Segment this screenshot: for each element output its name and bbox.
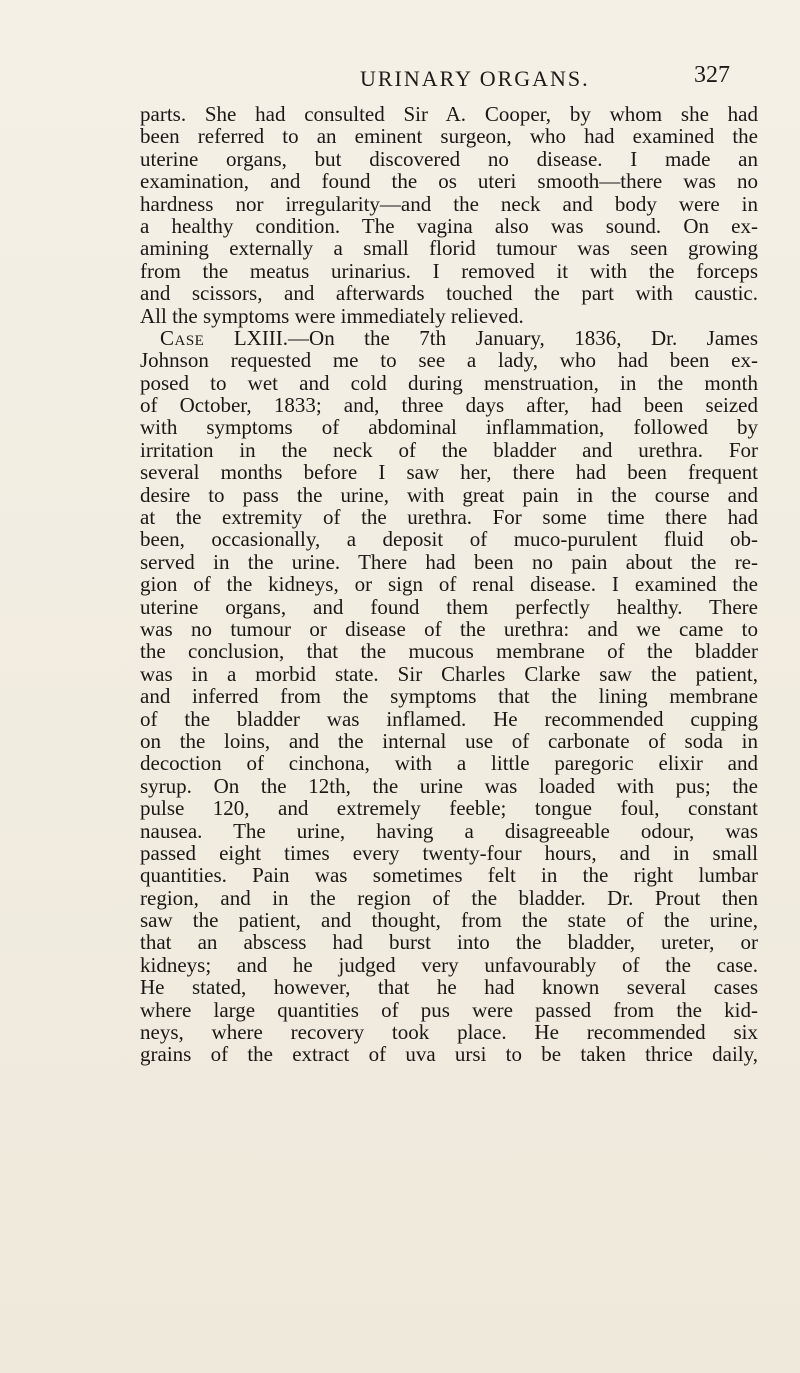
text-line: of the bladder was inflamed. He recommended cupping: [140, 706, 758, 731]
text-line: He stated, however, that he had known several cases: [140, 975, 758, 1000]
text-line: All the symptoms were immediately relieved.: [140, 303, 524, 328]
text-line: hardness nor irregularity—and the neck and body were in: [140, 191, 758, 216]
text-line: nausea. The urine, having a disagreeable odour, was: [140, 818, 758, 843]
text-line: syrup. On the 12th, the urine was loaded with pus; the: [140, 773, 758, 798]
text-line: a healthy condition. The vagina also was sound. On ex-: [140, 213, 758, 238]
text-line: desire to pass the urine, with great pain in the course and: [140, 482, 758, 507]
text-line: uterine organs, but discovered no disease. I made an: [140, 146, 758, 171]
text-line: decoction of cinchona, with a little paregoric elixir and: [140, 751, 758, 776]
text-line: parts. She had consulted Sir A. Cooper, by whom she had: [140, 102, 758, 126]
text-line: on the loins, and the internal use of carbonate of soda in: [140, 728, 758, 753]
text-line: several months before I saw her, there had been frequent: [140, 460, 758, 485]
text-line: was no tumour or disease of the urethra: and we came to: [140, 616, 758, 641]
running-head: [140, 62, 760, 102]
text-line: gion of the kidneys, or sign of renal disease. I examined the: [140, 572, 758, 597]
text-line: quantities. Pain was sometimes felt in the right lumbar: [140, 863, 758, 888]
text-line: uterine organs, and found them perfectly healthy. There: [140, 594, 758, 619]
text-line: kidneys; and he judged very unfavourably of the case.: [140, 952, 758, 977]
text-line: with symptoms of abdominal inflammation, followed by: [140, 415, 758, 440]
text-line: of October, 1833; and, three days after, had been seized: [140, 393, 758, 418]
text-line: posed to wet and cold during menstruation, in the month: [140, 370, 758, 395]
text-line: been, occasionally, a deposit of muco-purulent fluid ob-: [140, 527, 758, 552]
text-line: amining externally a small florid tumour was seen growing: [140, 236, 758, 261]
text-line: Johnson requested me to see a lady, who had been ex-: [140, 348, 758, 373]
text-line: neys, where recovery took place. He recommended six: [140, 1020, 758, 1045]
text-line: pulse 120, and extremely feeble; tongue foul, constant: [140, 796, 758, 821]
page-number: 327: [694, 62, 730, 88]
text-line: [140, 327, 758, 349]
text-line: been referred to an eminent surgeon, who had examined the: [140, 124, 758, 149]
text-line: where large quantities of pus were passed from the kid-: [140, 997, 758, 1022]
text-line: from the meatus urinarius. I removed it with the forceps: [140, 258, 758, 283]
text-line: was in a morbid state. Sir Charles Clarke saw the patient,: [140, 661, 758, 686]
text-line: passed eight times every twenty-four hours, and in small: [140, 840, 758, 865]
text-line: and inferred from the symptoms that the lining membrane: [140, 684, 758, 709]
text-line: at the extremity of the urethra. For some time there had: [140, 505, 758, 530]
text-line: the conclusion, that the mucous membrane of the bladder: [140, 639, 758, 664]
running-head-title: URINARY ORGANS.: [360, 66, 590, 91]
text-line: region, and in the region of the bladder. Dr. Prout then: [140, 885, 758, 910]
body-text: [140, 103, 758, 1066]
text-line: grains of the extract of uva ursi to be taken thrice daily,: [140, 1042, 758, 1067]
text-line: and scissors, and afterwards touched the part with caustic.: [140, 281, 758, 306]
text-line: examination, and found the os uteri smooth—there was no: [140, 169, 758, 194]
text-line-content: LXIII.—On the 7th January, 1836, Dr. James: [204, 325, 758, 350]
case-label: Case: [160, 325, 205, 350]
text-line: that an abscess had burst into the bladder, ureter, or: [140, 930, 758, 955]
text-line: served in the urine. There had been no pain about the re-: [140, 549, 758, 574]
text-line: irritation in the neck of the bladder and urethra. For: [140, 437, 758, 462]
text-line: saw the patient, and thought, from the state of the urine,: [140, 908, 758, 933]
